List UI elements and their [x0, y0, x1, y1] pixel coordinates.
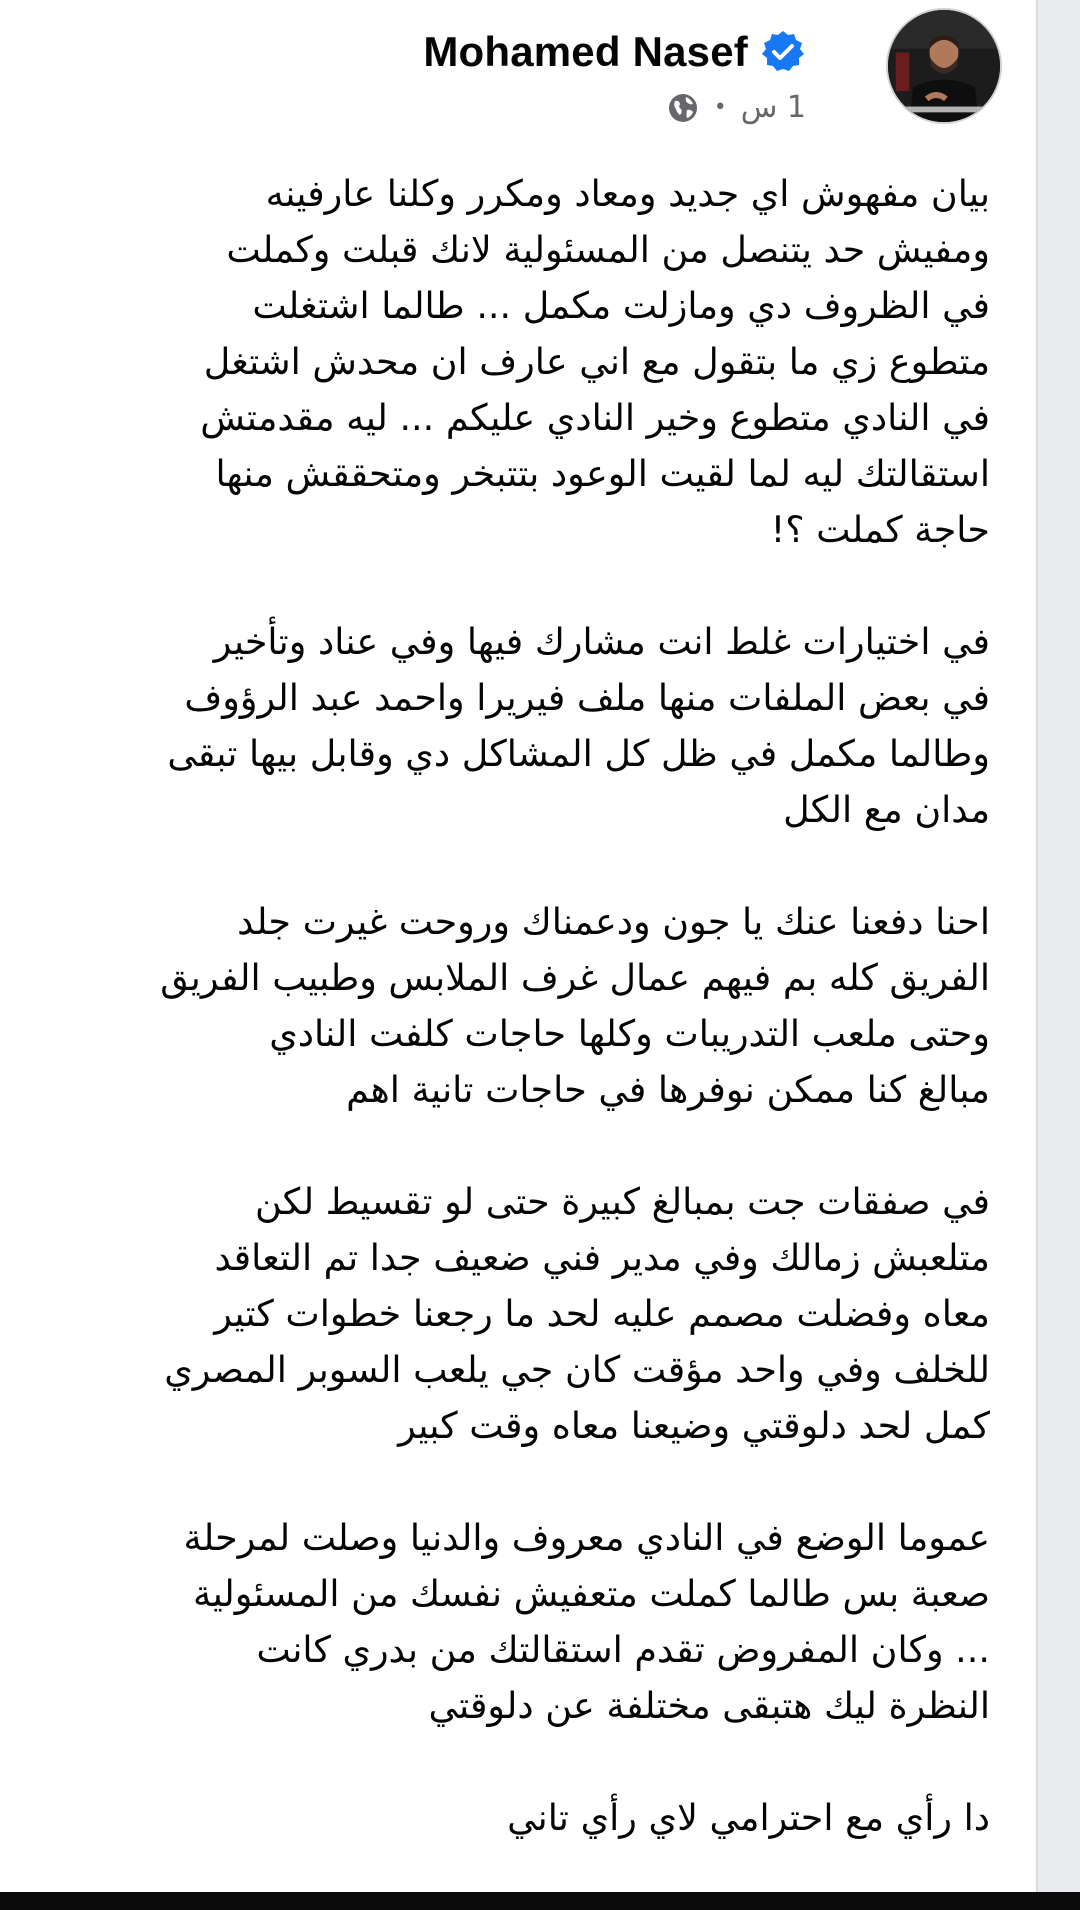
- post-paragraph: [82, 894, 990, 1118]
- post-timestamp[interactable]: 1 س: [740, 90, 806, 125]
- post-text-line: في النادي متطوع وخير النادي عليكم ... ليه مقدمتش: [200, 396, 990, 439]
- post-text-line: مدان مع الكل: [783, 788, 990, 831]
- post-text-line: وطالما مكمل في ظل كل المشاكل دي وقابل بيها تبقى: [167, 732, 990, 775]
- post-text-line: النظرة ليك هتبقى مختلفة عن دلوقتي: [428, 1684, 990, 1727]
- post-paragraph: [82, 1790, 990, 1846]
- post-text-line: حاجة كملت ؟!: [770, 508, 990, 551]
- post-header: [0, 0, 1036, 140]
- post-text-line: للخلف وفي واحد مؤقت كان جي يلعب السوبر المصري: [164, 1348, 990, 1391]
- post-text-line: مبالغ كنا ممكن نوفرها في حاجات تانية اهم: [346, 1068, 990, 1111]
- post-text-line: عموما الوضع في النادي معروف والدنيا وصلت لمرحلة: [183, 1516, 990, 1559]
- post-paragraph: [82, 166, 990, 558]
- post-meta: [666, 90, 806, 125]
- post-text-line: ... وكان المفروض تقدم استقالتك من بدري كانت: [256, 1628, 990, 1671]
- post-text-line: في بعض الملفات منها ملف فيريرا واحمد عبد الرؤوف: [184, 676, 990, 719]
- post-text-line: ومفيش حد يتنصل من المسئولية لانك قبلت وكملت: [226, 228, 990, 271]
- post-text-line: استقالتك ليه لما لقيت الوعود بتتبخر ومتحققش منها: [215, 452, 990, 495]
- post-text-line: متطوع زي ما بتقول مع اني عارف ان محدش اشتغل: [203, 340, 990, 383]
- globe-icon[interactable]: [666, 91, 700, 125]
- post-text-line: في اختيارات غلط انت مشارك فيها وفي عناد وتأخير: [213, 620, 990, 663]
- post-text-line: في صفقات جت بمبالغ كبيرة حتى لو تقسيط لكن: [255, 1180, 990, 1223]
- author-name-row: [423, 28, 806, 76]
- post-text-line: صعبة بس طالما كملت متعفيش نفسك من المسئولية: [193, 1572, 990, 1615]
- author-avatar[interactable]: [886, 8, 1002, 124]
- bottom-edge-bar: [0, 1892, 1080, 1910]
- profile-photo-icon: [888, 10, 1000, 122]
- post-paragraph: [82, 614, 990, 838]
- post-paragraph: [82, 1174, 990, 1454]
- post-text-line: متلعبش زمالك وفي مدير فني ضعيف جدا تم التعاقد: [214, 1236, 990, 1279]
- post-text-line: في الظروف دي ومازلت مكمل ... طالما اشتغلت: [252, 284, 990, 327]
- post-text-line: دا رأي مع احترامي لاي رأي تاني: [507, 1796, 990, 1839]
- post-text-line: بيان مفهوش اي جديد ومعاد ومكرر وكلنا عارفينه: [265, 172, 990, 215]
- post-text-line: احنا دفعنا عنك يا جون ودعمناك وروحت غيرت جلد: [237, 900, 990, 943]
- author-name[interactable]: Mohamed Nasef: [423, 28, 748, 75]
- post-text-line: الفريق كله بم فيهم عمال غرف الملابس وطبيب الفريق: [160, 956, 990, 999]
- meta-separator: •: [713, 94, 727, 120]
- verified-badge-icon: [760, 29, 806, 75]
- post-text-line: معاه وفضلت مصمم عليه لحد ما رجعنا خطوات كتير: [214, 1292, 990, 1335]
- post-text-line: كمل لحد دلوقتي وضيعنا معاه وقت كبير: [398, 1404, 990, 1447]
- post-text-line: وحتى ملعب التدريبات وكلها حاجات كلفت النادي: [269, 1012, 990, 1055]
- post-body: [82, 166, 990, 1902]
- post-paragraph: [82, 1510, 990, 1734]
